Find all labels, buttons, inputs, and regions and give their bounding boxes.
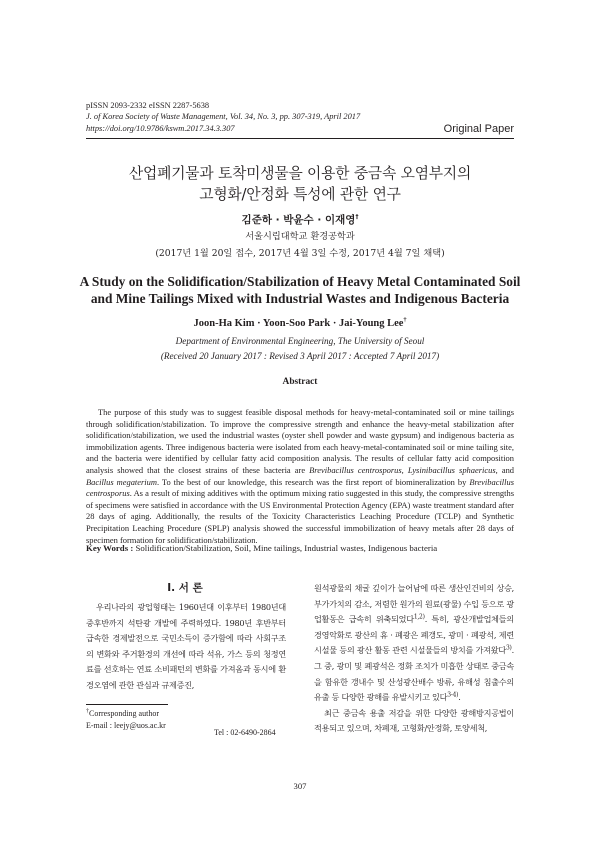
abstract-sep: , and bbox=[495, 464, 515, 475]
article-type: Original Paper bbox=[443, 123, 514, 135]
keywords-label: Key Words : bbox=[86, 543, 134, 553]
abstract-part: The purpose of this study was to suggest feasible disposal methods for heavy-metal-contaminated soil or mine tailings through solidification/stabilization. To improve the compressive strength and enhance the heavy-metal stabilization after solidification/stabilization, we used the industrial wastes (oyster shell powder and waste gypsum) and indigenous bacteria as immobilization agents. Three indigenous bacteria were isolated from each heavy-metal-contaminated soil or mine tailing site, and the bacteria were identified by cellular fatty acid composition analysis. The results of cellular fatty acid composition analysis showed that the closest strains of these bacteria are bbox=[86, 407, 514, 475]
korean-title-line2: 고형화/안정화 특성에 관한 연구 bbox=[199, 186, 401, 203]
korean-title bbox=[60, 163, 540, 205]
english-dates: (Received 20 January 2017 : Revised 3 April 2017 : Accepted 7 April 2017) bbox=[160, 351, 440, 361]
footnote-label: Corresponding author bbox=[89, 709, 159, 718]
header-rule bbox=[86, 138, 514, 139]
korean-title-line1: 산업폐기물과 토착미생물을 이용한 중금속 오염부지의 bbox=[128, 165, 472, 182]
footnote-tel: Tel : 02-6490-2864 bbox=[214, 728, 276, 737]
intro-text: 원석광물의 채굴 깊이가 늘어남에 따른 생산인건비의 상승, 부가가치의 감소, 저렴한 원가의 원료(광물) 수입 등으로 광업활동은 급속히 위축되었다 bbox=[314, 583, 514, 625]
english-authors bbox=[60, 318, 540, 329]
page-number: 307 bbox=[293, 781, 307, 791]
species-name: Bacillus megaterium bbox=[86, 476, 157, 487]
intro-paragraph-2: 최근 중금속 용출 저감을 위한 다양한 광해방지공법이 적용되고 있으며, 차폐재, 고형화/안정화, 토양세척, bbox=[314, 707, 514, 734]
journal-citation: J. of Korea Society of Waste Management, Vol. 34, No. 3, pp. 307-319, April 2017 bbox=[86, 112, 361, 122]
abstract-part: . As a result of mixing additives with the optimum mixing ratio suggested in this study, the compressive strengths of specimens were satisfied in accordance with the US Environmental Protection Agency (EPA) waste treatment standard after 28 days of aging. Additionally, the results of the Toxicity Characteristics Leaching Procedure (TCLP) and Synthetic Precipitation Leaching Procedure (SPLP) analysis showed the successful immobilization of heavy metals after 28 days of specimen formation for solidification/stabilization. bbox=[86, 488, 514, 545]
korean-authors bbox=[60, 212, 540, 227]
doi-link[interactable]: https://doi.org/10.9786/kswm.2017.34.3.307 bbox=[86, 123, 235, 133]
english-affiliation: Department of Environmental Engineering, The University of Seoul bbox=[175, 336, 425, 346]
english-title-line1: A Study on the Solidification/Stabilization of Heavy Metal Contaminated Soil bbox=[79, 274, 521, 289]
keywords bbox=[86, 543, 514, 553]
citation-ref: 3-4) bbox=[447, 691, 459, 699]
intro-text: . 특히, 광산개발업체들의 경영악화로 광산의 휴 · 폐광은 폐갱도, 광미 · 폐광석, 제련시설물 등의 광산 활동 관련 시설물들의 방치를 가져왔다 bbox=[314, 614, 514, 656]
korean-authors-names: 김준하 · 박윤수 · 이재영 bbox=[241, 214, 356, 226]
abstract-text bbox=[86, 407, 514, 546]
english-title-line2: and Mine Tailings Mixed with Industrial Wastes and Indigenous Bacteria bbox=[90, 291, 510, 306]
footnote-mark: † bbox=[86, 708, 89, 715]
issn-line: pISSN 2093-2332 eISSN 2287-5638 bbox=[86, 101, 210, 110]
footnote-corresponding bbox=[86, 708, 159, 719]
intro-text: . bbox=[458, 692, 461, 703]
abstract-part: . To the best of our knowledge, this research was the first report of biomineralization by bbox=[156, 476, 470, 487]
english-title bbox=[70, 273, 530, 307]
citation-ref: 1,2) bbox=[413, 613, 425, 621]
english-authors-names: Joon-Ha Kim · Yoon-Soo Park · Jai-Young Lee bbox=[193, 318, 404, 329]
intro-right-column bbox=[314, 581, 514, 737]
korean-dates: (2017년 1월 20일 접수, 2017년 4월 3일 수정, 2017년 4월 7일 채택) bbox=[155, 248, 445, 259]
intro-text: . 그 중, 광미 및 폐광석은 정화 조치가 미흡한 상태로 중금속을 함유한 갱내수 및 산성광산배수 방류, 유해성 침출수의 유출 등 다양한 광해를 유발시키고 있다 bbox=[314, 645, 514, 703]
corresponding-mark-en: † bbox=[403, 317, 407, 324]
species-name: Brevibacillus centrosporus bbox=[86, 476, 514, 499]
abstract-heading: Abstract bbox=[282, 377, 318, 387]
section-title: I. 서 론 bbox=[167, 582, 203, 594]
intro-left-column: 우리나라의 광업형태는 1960년대 이후부터 1980년대 중후반까지 석탄광 개발에 주력하였다. 1980년 후반부터 급속한 경제발전으로 국민소득이 증가함에 따라 사회구조의 변화와 주거환경의 개선에 따라 석유, 가스 등의 청정연료를 선호하는 연료 소비패턴의 변화를 가져옴과 동시에 환경오염에 관한 관심과 규제증진, bbox=[86, 602, 286, 690]
species-name: Lysinibacillus sphaericus bbox=[407, 464, 496, 475]
journal-header bbox=[86, 100, 360, 134]
korean-affiliation: 서울시립대학교 환경공학과 bbox=[245, 231, 355, 242]
abstract-sep: , bbox=[401, 464, 408, 475]
keywords-text: Solidification/Stabilization, Soil, Mine tailings, Industrial wastes, Indigenous bacteria bbox=[135, 543, 438, 553]
footnote-email[interactable]: E-mail : leejy@uos.ac.kr bbox=[86, 721, 166, 730]
corresponding-mark: † bbox=[355, 213, 359, 221]
citation-ref: 3) bbox=[505, 644, 512, 652]
footnote-rule bbox=[86, 704, 168, 705]
species-name: Brevibacillus centrosporus bbox=[309, 464, 402, 475]
